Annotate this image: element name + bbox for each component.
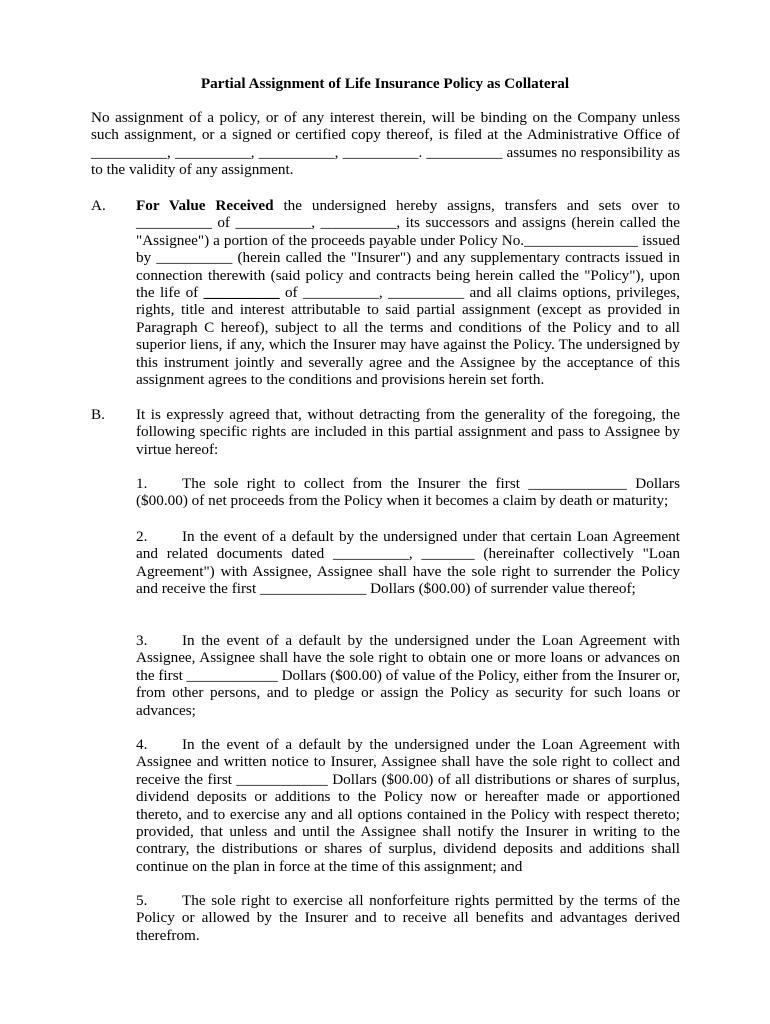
section-b-body: It is expressly agreed that, without detracting from the generality of the foregoing, the following specific rights are included in this partial assignment and pass to Assignee by virtue hereof: <box>136 406 680 458</box>
section-a-body <box>136 197 680 388</box>
for-value-received-heading: For Value Received <box>136 197 274 214</box>
list-item-text: In the event of a default by the undersigned under that certain Loan Agreement and related documents dated __________, _______ (hereinafter collectively "Loan Agreement") with Assignee, Assignee shall have the sole right to surrender the Policy and receive the first ______________ Dollars ($00.00) of surrender value thereof; <box>136 528 680 598</box>
section-b <box>91 406 680 458</box>
list-item <box>136 892 680 944</box>
list-item-number: 3. <box>136 632 148 649</box>
section-a-text-2: of __________, __________ and all claims options, privileges, rights, title and interest attributable to said partial assignment (except as provided in Paragraph C hereof), subject to all the terms and conditions of the Policy and to all superior liens, if any, which the Insurer may have against the Policy. The undersigned by this instrument jointly and severally agree and the Assignee by the acceptance of this assignment agrees to the conditions and provisions herein set forth. <box>136 284 680 389</box>
list-item <box>136 475 680 510</box>
list-item-number: 4. <box>136 736 148 753</box>
document-title: Partial Assignment of Life Insurance Policy as Collateral <box>200 75 570 92</box>
list-item-number: 5. <box>136 892 148 909</box>
list-item <box>136 632 680 719</box>
section-a-label: A. <box>91 197 106 214</box>
section-a <box>91 197 680 388</box>
list-item-text: The sole right to exercise all nonforfeiture rights permitted by the terms of the Policy or allowed by the Insurer and to receive all benefits and advantages derived therefrom. <box>136 892 680 944</box>
intro-paragraph: No assignment of a policy, or of any interest therein, will be binding on the Company unless such assignment, or a signed or certified copy thereof, is filed at the Administrative Office of __________, __________, __________, __________. __________ assumes no responsibility as to the validity of any assignment. <box>91 109 680 179</box>
list-item-text: The sole right to collect from the Insurer the first _____________ Dollars ($00.00) of net proceeds from the Policy when it becomes a claim by death or maturity; <box>136 475 680 510</box>
section-a-text-1: the undersigned hereby assigns, transfers and sets over to __________ of __________, __________, its successors and assigns (herein called the "Assignee") a portion of the proceeds payable under Policy No._______________ issued by __________ (herein called the "Insurer") and any supplementary contracts issued in connection therewith (said policy and contracts being herein called the "Policy"), upon the life of <box>136 197 680 302</box>
list-item-text: In the event of a default by the undersigned under the Loan Agreement with Assignee, Assignee shall have the sole right to obtain one or more loans or advances on the first ____________ Dollars ($00.00) of value of the Policy, either from the Insurer or, from other persons, and to pledge or assign the Policy as security for such loans or advances; <box>136 632 680 719</box>
list-item-text: In the event of a default by the undersigned under the Loan Agreement with Assignee and written notice to Insurer, Assignee shall have the sole right to collect and receive the first ____________ Dollars ($00.00) of all distributions or shares of surplus, dividend deposits or additions to the Policy now or hereafter made or apportioned thereto, and to exercise any and all options contained in the Policy with respect thereto; provided, that unless and until the Assignee shall notify the Insurer in writing to the contrary, the distributions or shares of surplus, dividend deposits and additions shall continue on the plan in force at the time of this assignment; and <box>136 736 680 875</box>
list-item <box>136 528 680 598</box>
list-item <box>136 736 680 875</box>
insured-name-blank: __________ <box>203 284 280 302</box>
section-b-label: B. <box>91 406 105 423</box>
list-item-number: 2. <box>136 528 148 545</box>
list-item-number: 1. <box>136 475 148 492</box>
